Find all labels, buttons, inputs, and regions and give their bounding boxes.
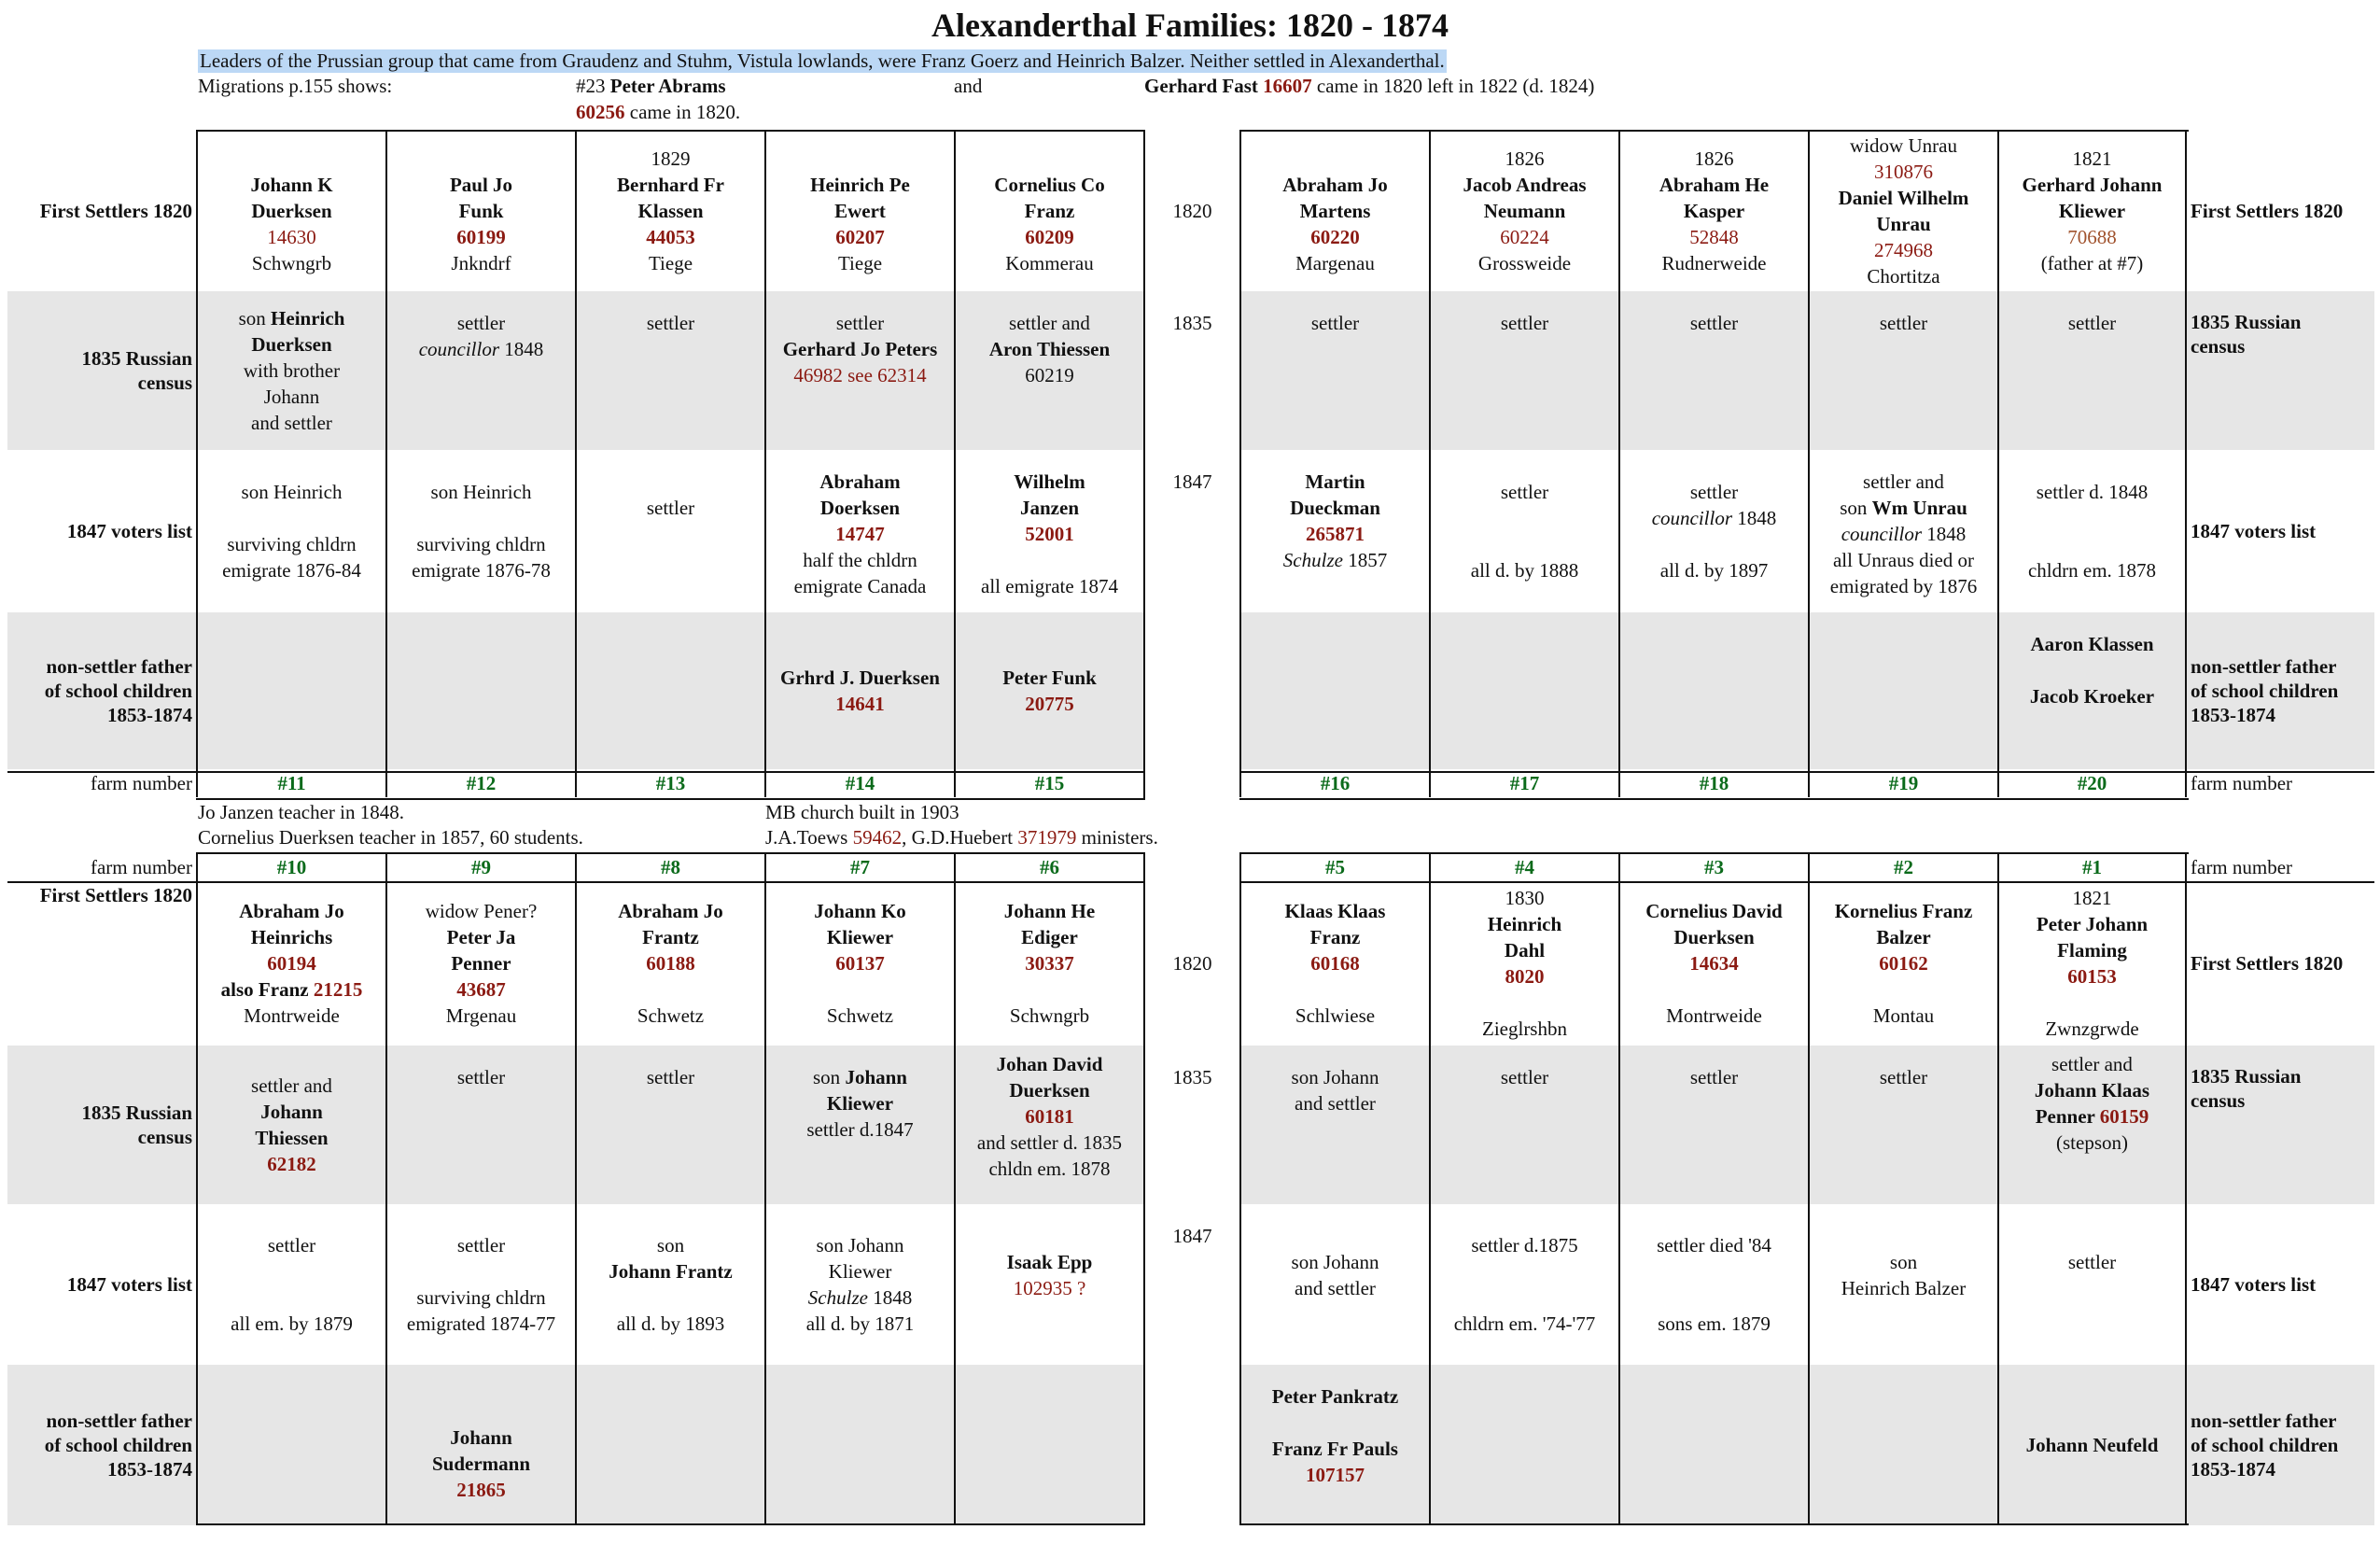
row-label-first-settlers-right: First Settlers 1820 (2191, 200, 2344, 222)
note-janzen: Jo Janzen teacher in 1848. (198, 801, 405, 823)
bottom-c3-census: settler (1618, 1046, 1808, 1204)
top-c12-non-settler (385, 612, 575, 769)
bottom-c2-non-settler (1808, 1365, 1997, 1525)
farm-number-20: #20 (1997, 769, 2187, 797)
top-table (7, 131, 2373, 797)
row-label-first-settlers-bottom-right: First Settlers 1820 (2191, 952, 2344, 975)
bottom-c8-non-settler (575, 1365, 764, 1525)
top-c12-voters: son Heinrich surviving chldrn emigrate 1876-78 (385, 450, 575, 612)
farm-number-6: #6 (954, 853, 1143, 881)
top-c18-census: settler (1618, 291, 1808, 450)
note-ministers: J.A.Toews 59462, G.D.Huebert 371979 ministers. (765, 826, 1158, 849)
bottom-c1-voters: settler (1997, 1204, 2187, 1365)
top-c17-non-settler (1429, 612, 1618, 769)
top-c17-first: 1826 Jacob Andreas Neumann 60224 Grossweide (1429, 131, 1618, 291)
top-c15-census: settler and Aron Thiessen 60219 (954, 291, 1143, 450)
top-year-1820: 1820 (1143, 131, 1239, 291)
farm-number-14: #14 (764, 769, 954, 797)
bottom-c7-first: Johann Ko Kliewer 60137 Schwetz (764, 881, 954, 1046)
note-duerksen: Cornelius Duerksen teacher in 1857, 60 students. (198, 826, 583, 849)
farm-number-4: #4 (1429, 853, 1618, 881)
top-c16-voters: Martin Dueckman 265871 Schulze 1857 (1239, 450, 1429, 612)
top-c13-voters: settler (575, 450, 764, 612)
bottom-c3-first: Cornelius David Duerksen 14634 Montrweide (1618, 881, 1808, 1046)
bottom-year-1847: 1847 (1143, 1204, 1239, 1365)
row-label-farm-right: farm number (2191, 772, 2293, 794)
top-mid-non-settler (1143, 612, 1239, 769)
top-c16-census: settler (1239, 291, 1429, 450)
top-c11-first: Johann K Duerksen 14630 Schwngrb (196, 131, 385, 291)
farm-number-1: #1 (1997, 853, 2187, 881)
row-label-non-settler-bottom: non-settler father of school children 1853-1874 (44, 1410, 192, 1481)
top-right-border-bottom (1239, 798, 2189, 800)
top-c18-first: 1826 Abraham He Kasper 52848 Rudnerweide (1618, 131, 1808, 291)
bottom-c2-voters: son Heinrich Balzer (1808, 1204, 1997, 1365)
farm-number-10: #10 (196, 853, 385, 881)
top-c11-census: son Heinrich Duerksen with brother Johann and settler (196, 291, 385, 450)
top-farm-mid (1143, 769, 1239, 797)
row-label-voters-right: 1847 voters list (2191, 520, 2317, 542)
farm-number-2: #2 (1808, 853, 1997, 881)
bottom-right-border-bottom (1239, 1523, 2189, 1525)
row-label-census-right: 1835 Russian census (2191, 311, 2302, 358)
top-c11-voters: son Heinrich surviving chldrn emigrate 1876-84 (196, 450, 385, 612)
farm-number-16: #16 (1239, 769, 1429, 797)
bottom-table (7, 853, 2373, 1525)
farm-number-11: #11 (196, 769, 385, 797)
bottom-c10-first: Abraham Jo Heinrichs 60194 also Franz 21215 Montrweide (196, 881, 385, 1046)
top-c15-voters: Wilhelm Janzen 52001 all emigrate 1874 (954, 450, 1143, 612)
top-c12-census: settler councillor 1848 (385, 291, 575, 450)
bottom-c1-census: settler and Johann Klaas Penner 60159 (stepson) (1997, 1046, 2187, 1204)
top-c14-voters: Abraham Doerksen 14747 half the chldrn emigrate Canada (764, 450, 954, 612)
bottom-c9-non-settler: Johann Sudermann 21865 (385, 1365, 575, 1525)
top-c16-non-settler (1239, 612, 1429, 769)
farm-number-19: #19 (1808, 769, 1997, 797)
row-label-voters: 1847 voters list (66, 520, 192, 542)
row-label-census-bottom: 1835 Russian census (81, 1102, 192, 1148)
top-left-farm-top (7, 771, 1145, 773)
bottom-c3-voters: settler died '84 sons em. 1879 (1618, 1204, 1808, 1365)
bottom-c1-first: 1821 Peter Johann Flaming 60153 Zwnzgrwde (1997, 881, 2187, 1046)
bottom-c10-non-settler (196, 1365, 385, 1525)
bottom-c4-census: settler (1429, 1046, 1618, 1204)
bottom-left-border-top (196, 852, 1145, 854)
top-left-border-bottom (196, 798, 1145, 800)
top-c18-voters: settler councillor 1848 all d. by 1897 (1618, 450, 1808, 612)
bottom-c9-voters: settler surviving chldrn emigrated 1874-77 (385, 1204, 575, 1365)
bottom-c2-first: Kornelius Franz Balzer 60162 Montau (1808, 881, 1997, 1046)
top-c16-first: Abraham Jo Martens 60220 Margenau (1239, 131, 1429, 291)
top-c14-census: settler Gerhard Jo Peters 46982 see 62314 (764, 291, 954, 450)
bottom-c9-census: settler (385, 1046, 575, 1204)
top-c13-non-settler (575, 612, 764, 769)
bottom-c7-voters: son Johann Kliewer Schulze 1848 all d. by 1871 (764, 1204, 954, 1365)
row-label-farm-bottom: farm number (90, 856, 192, 878)
bottom-c10-census: settler and Johann Thiessen 62182 (196, 1046, 385, 1204)
bottom-c5-non-settler: Peter Pankratz Franz Fr Pauls 107157 (1239, 1365, 1429, 1525)
row-label-non-settler: non-settler father of school children 1853-1874 (44, 655, 192, 726)
row-label-first-settlers: First Settlers 1820 (39, 200, 192, 222)
top-c15-first: Cornelius Co Franz 60209 Kommerau (954, 131, 1143, 291)
row-label-census: 1835 Russian census (81, 347, 192, 394)
migrations-label: Migrations p.155 shows: (198, 75, 393, 97)
bottom-c8-first: Abraham Jo Frantz 60188 Schwetz (575, 881, 764, 1046)
bottom-c8-voters: son Johann Frantz all d. by 1893 (575, 1204, 764, 1365)
top-c20-census: settler (1997, 291, 2187, 450)
top-year-1835: 1835 (1143, 291, 1239, 450)
farm-number-13: #13 (575, 769, 764, 797)
migrations-abrams-line2: 60256 came in 1820. (576, 101, 741, 123)
top-c19-census: settler (1808, 291, 1997, 450)
farm-number-7: #7 (764, 853, 954, 881)
bottom-c6-first: Johann He Ediger 30337 Schwngrb (954, 881, 1143, 1046)
top-c11-non-settler (196, 612, 385, 769)
farm-number-17: #17 (1429, 769, 1618, 797)
bottom-c4-non-settler (1429, 1365, 1618, 1525)
top-c19-voters: settler and son Wm Unrau councillor 1848 all Unraus died or emigrated by 1876 (1808, 450, 1997, 612)
bottom-c3-non-settler (1618, 1365, 1808, 1525)
bottom-c6-non-settler (954, 1365, 1143, 1525)
top-c12-first: Paul Jo Funk 60199 Jnkndrf (385, 131, 575, 291)
top-year-1847: 1847 (1143, 450, 1239, 612)
bottom-c7-census: son Johann Kliewer settler d.1847 (764, 1046, 954, 1204)
top-left-border-right (1143, 130, 1145, 800)
row-label-voters-bottom-right: 1847 voters list (2191, 1273, 2317, 1296)
row-label-non-settler-right: non-settler father of school children 1853-1874 (2191, 655, 2339, 726)
bottom-c8-census: settler (575, 1046, 764, 1204)
top-left-border-top (196, 130, 1145, 132)
bottom-c5-voters: son Johann and settler (1239, 1204, 1429, 1365)
row-label-voters-bottom: 1847 voters list (66, 1273, 192, 1296)
row-label-non-settler-bottom-right: non-settler father of school children 1853-1874 (2191, 1410, 2339, 1481)
farm-number-9: #9 (385, 853, 575, 881)
top-c17-voters: settler all d. by 1888 (1429, 450, 1618, 612)
migrations-abrams: #23 Peter Abrams (576, 75, 726, 97)
row-label-first-settlers-bottom: First Settlers 1820 (39, 884, 192, 906)
bottom-left-farm-bottom (7, 881, 1145, 883)
bottom-c5-first: Klaas Klaas Franz 60168 Schlwiese (1239, 881, 1429, 1046)
bottom-c1-non-settler: Johann Neufeld (1997, 1365, 2187, 1525)
row-label-farm-bottom-right: farm number (2191, 856, 2293, 878)
note-church: MB church built in 1903 (765, 801, 959, 823)
top-c19-non-settler (1808, 612, 1997, 769)
bottom-right-border-top (1239, 852, 2189, 854)
bottom-year-1835: 1835 (1143, 1046, 1239, 1204)
farm-number-12: #12 (385, 769, 575, 797)
leaders-note: Leaders of the Prussian group that came from Graudenz and Stuhm, Vistula lowlands, were Franz Goerz and Heinrich Balzer. Neither settled in Alexanderthal. (200, 49, 1445, 72)
farm-number-8: #8 (575, 853, 764, 881)
bottom-c5-census: son Johann and settler (1239, 1046, 1429, 1204)
bottom-right-farm-bottom (1239, 881, 2374, 883)
top-c18-non-settler (1618, 612, 1808, 769)
bottom-c9-first: widow Pener? Peter Ja Penner 43687 Mrgenau (385, 881, 575, 1046)
top-c15-non-settler: Peter Funk 20775 (954, 612, 1143, 769)
row-label-farm: farm number (90, 772, 192, 794)
bottom-c10-voters: settler all em. by 1879 (196, 1204, 385, 1365)
bottom-c7-non-settler (764, 1365, 954, 1525)
top-c20-first: 1821 Gerhard Johann Kliewer 70688 (father at #7) (1997, 131, 2187, 291)
bottom-left-border-bottom (196, 1523, 1145, 1525)
farm-number-15: #15 (954, 769, 1143, 797)
bottom-mid-non-settler (1143, 1365, 1239, 1525)
row-label-census-bottom-right: 1835 Russian census (2191, 1065, 2302, 1112)
top-right-farm-top (1239, 771, 2374, 773)
farm-number-3: #3 (1618, 853, 1808, 881)
farm-number-5: #5 (1239, 853, 1429, 881)
top-c13-census: settler (575, 291, 764, 450)
top-c20-voters: settler d. 1848 chldrn em. 1878 (1997, 450, 2187, 612)
bottom-farm-mid (1143, 853, 1239, 881)
bottom-c4-voters: settler d.1875 chldrn em. '74-'77 (1429, 1204, 1618, 1365)
top-c19-first: widow Unrau 310876 Daniel Wilhelm Unrau 274968 Chortitza (1808, 131, 1997, 291)
top-c14-first: Heinrich Pe Ewert 60207 Tiege (764, 131, 954, 291)
top-c20-non-settler: Aaron Klassen Jacob Kroeker (1997, 612, 2187, 769)
bottom-year-1820: 1820 (1143, 881, 1239, 1046)
bottom-c2-census: settler (1808, 1046, 1997, 1204)
top-c17-census: settler (1429, 291, 1618, 450)
migrations-and: and (954, 75, 983, 97)
top-c13-first: 1829 Bernhard Fr Klassen 44053 Tiege (575, 131, 764, 291)
page-title: Alexanderthal Families: 1820 - 1874 (931, 7, 1449, 44)
top-right-border-top (1239, 130, 2189, 132)
bottom-left-border-right (1143, 852, 1145, 1525)
top-c14-non-settler: Grhrd J. Duerksen 14641 (764, 612, 954, 769)
bottom-c4-first: 1830 Heinrich Dahl 8020 Zieglrshbn (1429, 881, 1618, 1046)
bottom-c6-census: Johan David Duerksen 60181 and settler d. 1835 chldn em. 1878 (954, 1046, 1143, 1204)
bottom-c6-voters: Isaak Epp 102935 ? (954, 1204, 1143, 1365)
migrations-fast: Gerhard Fast 16607 came in 1820 left in 1822 (d. 1824) (1144, 75, 1595, 97)
farm-number-18: #18 (1618, 769, 1808, 797)
